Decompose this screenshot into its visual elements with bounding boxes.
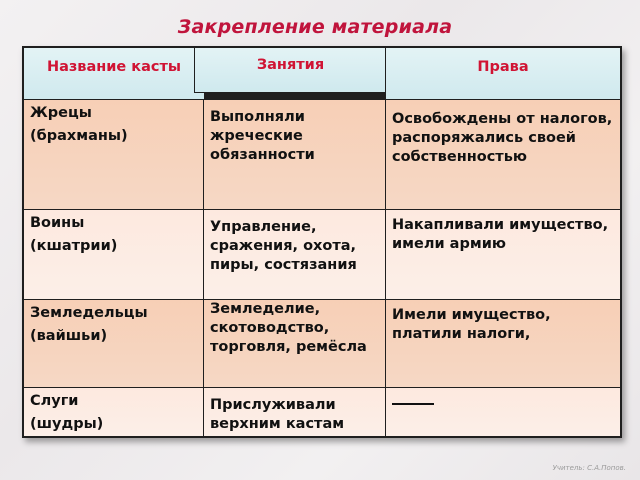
row-3-caste-alt: (вайшьи) — [30, 328, 108, 344]
row-1-rights: Освобождены от налогов, распоряжались своей собственностью — [385, 99, 621, 211]
row-1-caste-name: Жрецы — [30, 105, 92, 121]
header-rights: Права — [385, 47, 621, 101]
header-caste-name: Название касты — [23, 47, 205, 101]
row-1-occupation: Выполняли жреческие обязанности — [203, 99, 387, 211]
row-4-caste-name: Слуги — [30, 393, 79, 409]
author-watermark: Учитель: С.А.Попов. — [552, 464, 626, 472]
row-2-occupation: Управление, сражения, охота, пиры, состязания — [203, 209, 387, 301]
row-2-caste-name: Воины — [30, 215, 85, 231]
row-4-caste-alt: (шудры) — [30, 416, 104, 432]
row-3-rights: Имели имущество, платили налоги, — [385, 299, 621, 389]
row-4-occupation: Прислуживали верхним кастам — [203, 387, 387, 437]
castes-table — [22, 46, 622, 438]
row-3-caste — [23, 299, 205, 389]
row-1-caste — [23, 99, 205, 211]
row-3-occupation: Земледелие, скотоводство, торговля, ремёсла — [203, 299, 387, 389]
row-4-rights — [385, 387, 621, 437]
row-2-rights: Накапливали имущество, имели армию — [385, 209, 621, 301]
row-2-caste — [23, 209, 205, 301]
row-1-caste-alt: (брахманы) — [30, 128, 128, 144]
row-4-caste — [23, 387, 205, 437]
slide-title: Закрепление материала — [177, 16, 453, 38]
row-3-caste-name: Земледельцы — [30, 305, 148, 321]
header-occupation: Занятия — [194, 47, 387, 93]
row-2-caste-alt: (кшатрии) — [30, 238, 118, 254]
blank-answer-line — [392, 393, 434, 405]
